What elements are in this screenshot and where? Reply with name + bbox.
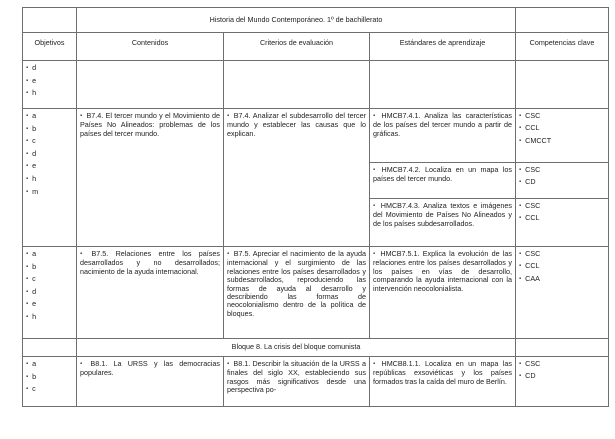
table-row [23, 357, 609, 407]
objetivos-cell [23, 247, 77, 339]
empty-cell [77, 61, 224, 109]
estandar-cell [370, 357, 516, 407]
competencias-cell [516, 109, 609, 163]
bloque-title: Bloque 8. La crisis del bloque comunista [77, 339, 516, 357]
competencia-item: ▪ CCL [519, 124, 605, 136]
objetivo-item: ▪ d [26, 288, 73, 301]
competencia-item: ▪ CSC [519, 112, 605, 124]
table-row [23, 109, 609, 163]
empty-cell [224, 61, 370, 109]
criterio-cell [224, 357, 370, 407]
contenido-text: ▪ B7.4. El tercer mundo y el Movimiento de Países No Alineados: problemas de los países del tercer mundo. [80, 112, 220, 138]
estandar-text: ▪ HMCB7.5.1. Explica la evolución de las relaciones entre los países desarrollados y los países en vías de desarrollo, comparando la ayuda internacional con la intervención neocolonialista. [373, 250, 512, 293]
competencia-item: ▪ CCL [519, 214, 605, 226]
competencia-item: ▪ CSC [519, 166, 605, 178]
estandar-cell [370, 199, 516, 247]
header-criterios: Criterios de evaluación [224, 33, 370, 61]
objetivo-item: ▪ a [26, 112, 73, 125]
objetivos-cell [23, 357, 77, 407]
curriculum-table [22, 7, 609, 407]
table-row [23, 61, 609, 109]
estandar-text: ▪ HMCB7.4.3. Analiza textos e imágenes del Movimiento de Países No Alineados y de los países subdesarrollados. [373, 202, 512, 228]
header-competencias: Competencias clave [516, 33, 609, 61]
header-estandares: Estándares de aprendizaje [370, 33, 516, 61]
objetivo-item: ▪ a [26, 360, 73, 373]
competencia-item: ▪ CMCCT [519, 137, 605, 149]
objetivo-item: ▪ c [26, 275, 73, 288]
objetivo-item: ▪ c [26, 385, 73, 398]
estandar-cell [370, 163, 516, 199]
competencia-item: ▪ CAA [519, 275, 605, 287]
criterio-text: ▪ B8.1. Describir la situación de la URSS a finales del siglo XX, estableciendo sus rasgos más significativos desde una perspectiva po- [227, 360, 366, 395]
competencia-item: ▪ CSC [519, 202, 605, 214]
contenido-cell [77, 247, 224, 339]
bloque-spacer [23, 339, 77, 357]
header-row [23, 33, 609, 61]
competencia-item: ▪ CSC [519, 250, 605, 262]
competencia-item: ▪ CD [519, 372, 605, 384]
competencia-item: ▪ CCL [519, 262, 605, 274]
objetivo-item: ▪ d [26, 64, 73, 77]
contenido-text: ▪ B7.5. Relaciones entre los países desarrollados y no desarrollados; nacimiento de la ayuda internacional. [80, 250, 220, 276]
objetivo-item: ▪ h [26, 175, 73, 188]
objetivos-cell [23, 109, 77, 247]
competencia-item: ▪ CSC [519, 360, 605, 372]
header-contenidos: Contenidos [77, 33, 224, 61]
title-spacer [23, 8, 77, 33]
table-title: Historia del Mundo Contemporáneo. 1º de bachillerato [77, 8, 516, 33]
competencias-cell [516, 357, 609, 407]
competencias-cell [516, 247, 609, 339]
competencias-cell [516, 163, 609, 199]
empty-cell [370, 61, 516, 109]
table-title-row [23, 8, 609, 33]
objetivo-item: ▪ h [26, 89, 73, 102]
objetivo-item: ▪ b [26, 125, 73, 138]
criterio-cell [224, 109, 370, 247]
criterio-text: ▪ B7.5. Apreciar el nacimiento de la ayuda internacional y el surgimiento de las relaciones entre los países desarrollados y subdesarrollados, reproduciendo las formas de ayuda al desarrollo y describiendo las formas de neocolonialismo dentro de la política de bloques. [227, 250, 366, 318]
objetivo-item: ▪ e [26, 300, 73, 313]
contenido-cell [77, 357, 224, 407]
contenido-text: ▪ B8.1. La URSS y las democracias populares. [80, 360, 220, 378]
objetivo-item: ▪ e [26, 162, 73, 175]
title-spacer [516, 8, 609, 33]
bloque-spacer [516, 339, 609, 357]
estandar-cell [370, 247, 516, 339]
criterio-text: ▪ B7.4. Analizar el subdesarrollo del tercer mundo y establecer las causas que lo explican. [227, 112, 366, 138]
header-objetivos: Objetivos [23, 33, 77, 61]
objetivo-item: ▪ c [26, 137, 73, 150]
objetivo-item: ▪ d [26, 150, 73, 163]
objetivos-cell [23, 61, 77, 109]
criterio-cell [224, 247, 370, 339]
bloque-row [23, 339, 609, 357]
estandar-text: ▪ HMCB7.4.1. Analiza las características de los países del tercer mundo a partir de gráficas. [373, 112, 512, 138]
objetivo-item: ▪ b [26, 263, 73, 276]
objetivo-item: ▪ e [26, 77, 73, 90]
estandar-text: ▪ HMCB8.1.1. Localiza en un mapa las repúblicas exsoviéticas y los países formados tras la caída del muro de Berlín. [373, 360, 512, 386]
table-row [23, 247, 609, 339]
empty-cell [516, 61, 609, 109]
objetivo-item: ▪ a [26, 250, 73, 263]
competencias-cell [516, 199, 609, 247]
competencia-item: ▪ CD [519, 178, 605, 190]
estandar-text: ▪ HMCB7.4.2. Localiza en un mapa los países del tercer mundo. [373, 166, 512, 184]
objetivo-item: ▪ h [26, 313, 73, 326]
objetivo-item: ▪ b [26, 373, 73, 386]
estandar-cell [370, 109, 516, 163]
objetivo-item: ▪ m [26, 188, 73, 201]
contenido-cell [77, 109, 224, 247]
